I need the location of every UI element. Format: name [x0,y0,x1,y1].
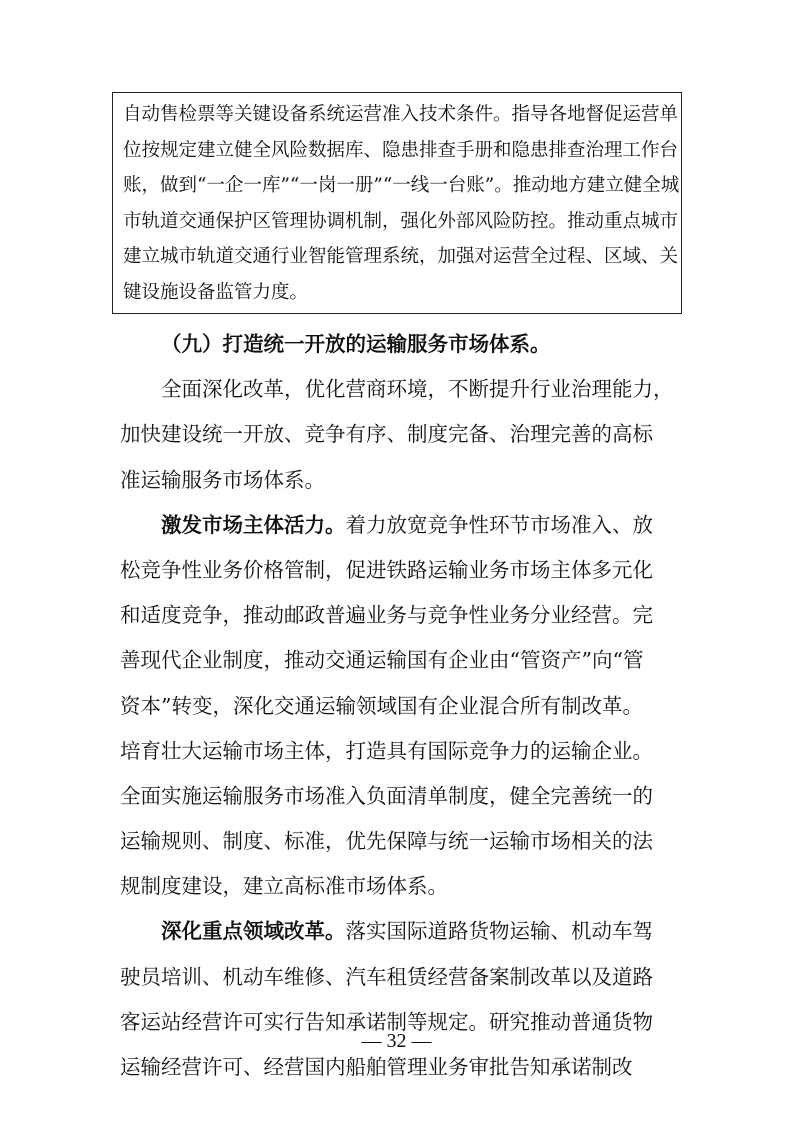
boxed-paragraph [112,92,682,314]
reform-line: 驶员培训、机动车维修、汽车租赁经营备案制改革以及道路 [120,964,653,989]
page-number: — 32 — [361,1030,432,1052]
reform-lead: 深化重点领域改革。 [161,919,346,944]
body-text [120,322,680,1090]
boxed-line: 位按规定建立健全风险数据库、隐患排查手册和隐患排查治理工作台 [123,139,679,161]
market-line: 规制度建设，建立高标准市场体系。 [120,874,448,899]
intro-line: 加快建设统一开放、竞争有序、制度完备、治理完善的高标 [120,422,653,447]
intro-line: 准运输服务市场体系。 [120,467,325,492]
intro-line: 全面深化改革，优化营商环境，不断提升行业治理能力， [161,377,674,402]
boxed-line: 自动售检票等关键设备系统运营准入技术条件。指导各地督促运营单 [123,104,679,125]
market-line: 全面实施运输服务市场准入负面清单制度，健全完善统一的 [120,783,653,808]
reform-line: 运输经营许可、经营国内船舶管理业务审批告知承诺制改 [120,1055,633,1079]
boxed-line: 建立城市轨道交通行业智能管理系统，加强对运营全过程、区域、关 [123,246,679,268]
market-line: 松竞争性业务价格管制，促进铁路运输业务市场主体多元化 [120,557,653,582]
boxed-line: 账，做到“一企一库”“一岗一册”“一线一台账”。推动地方建立健全城 [123,175,680,197]
market-first-line-rest: 着力放宽竞争性环节市场准入、放 [345,512,653,537]
section-heading: （九）打造统一开放的运输服务市场体系。 [161,332,551,356]
boxed-line: 键设施设备监管力度。 [123,281,309,303]
market-line: 培育壮大运输市场主体，打造具有国际竞争力的运输企业。 [120,738,653,763]
reform-first-line [120,909,680,954]
market-line: 善现代企业制度，推动交通运输国有企业由“管资产”向“管 [120,648,644,673]
market-line: 资本”转变，深化交通运输领域国有企业混合所有制改革。 [120,693,643,718]
market-line: 运输规则、制度、标准，优先保障与统一运输市场相关的法 [120,829,653,854]
boxed-line: 市轨道交通保护区管理协调机制，强化外部风险防控。推动重点城市 [123,210,679,232]
market-line: 和适度竞争，推动邮政普遍业务与竞争性业务分业经营。完 [120,603,653,628]
reform-first-line-rest: 落实国际道路货物运输、机动车驾 [345,919,653,944]
market-lead: 激发市场主体活力。 [161,512,346,537]
reform-line: 客运站经营许可实行告知承诺制等规定。研究推动普通货物 [120,1009,653,1034]
market-first-line [120,503,680,548]
